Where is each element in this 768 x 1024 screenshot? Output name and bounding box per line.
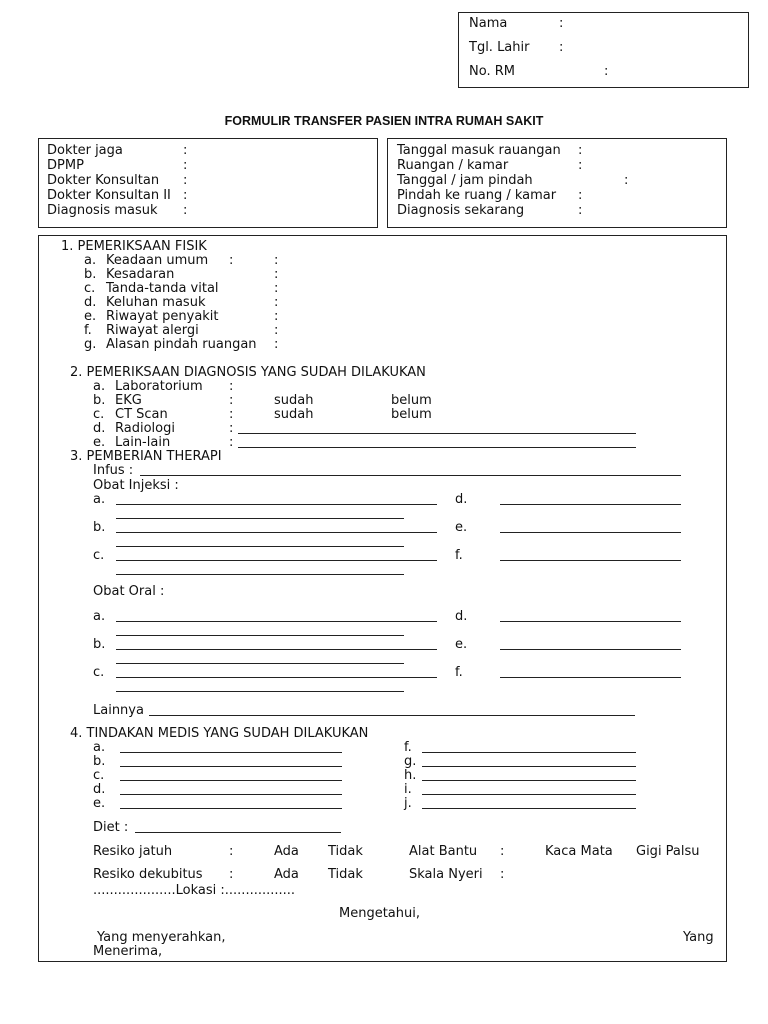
physical-exam-colon: : [274,337,279,352]
yang-label: Yang [683,930,714,945]
room-info-label: Diagnosis sekarang [397,203,525,218]
mengetahui-label: Mengetahui, [339,906,420,921]
action-right-line[interactable] [422,752,636,753]
diagnosis-label: Laboratorium [115,379,203,394]
action-right-line[interactable] [422,766,636,767]
injection-left-letter: a. [93,492,106,507]
room-info-colon: : [578,143,583,158]
nama-label: Nama [469,16,508,31]
oral-left-letter: b. [93,637,106,652]
physical-exam-label: Riwayat penyakit [106,309,219,324]
injection-right-line[interactable] [500,560,681,561]
room-info-label: Tanggal / jam pindah [397,173,533,188]
action-left-letter: c. [93,768,105,783]
diagnosis-label: EKG [115,393,142,408]
physical-exam-letter: f. [84,323,92,338]
oral-left-line[interactable] [116,649,437,650]
resiko-jatuh-ada[interactable]: Ada [274,844,299,859]
action-right-line[interactable] [422,808,636,809]
diagnosis-colon: : [229,393,234,408]
physical-exam-letter: a. [84,253,97,268]
diet-line[interactable] [135,832,341,833]
resiko-dekubitus-label: Resiko dekubitus [93,867,203,882]
room-info-label: Pindah ke ruang / kamar [397,188,557,203]
action-left-letter: d. [93,782,106,797]
diagnosis-colon: : [229,379,234,394]
doctor-info-colon: : [183,158,188,173]
diagnosis-label: Radiologi [115,421,175,436]
diagnosis-letter: b. [93,393,106,408]
physical-exam-label: Riwayat alergi [106,323,199,338]
physical-exam-colon: : [274,295,279,310]
physical-exam-colon: : [274,253,279,268]
physical-exam-colon: : [274,281,279,296]
lainnya-label: Lainnya [93,703,144,718]
physical-exam-label: Keadaan umum [106,253,209,268]
diagnosis-letter: a. [93,379,106,394]
doctor-info-label: Dokter Konsultan [47,173,160,188]
action-left-line[interactable] [120,808,342,809]
room-info-label: Ruangan / kamar [397,158,509,173]
tgl-lahir-colon: : [559,40,564,55]
lainnya-line[interactable] [149,715,635,716]
physical-exam-colon: : [274,323,279,338]
action-right-letter: j. [404,796,412,811]
oral-left-line[interactable] [116,621,437,622]
oral-right-letter: e. [455,637,468,652]
action-left-line[interactable] [120,780,342,781]
diagnosis-line[interactable] [238,447,636,448]
resiko-jatuh-tidak[interactable]: Tidak [328,844,363,859]
oral-right-letter: f. [455,665,463,680]
injection-right-line[interactable] [500,504,681,505]
diagnosis-sudah-option[interactable]: sudah [274,407,314,422]
doctor-info-colon: : [183,188,188,203]
oral-right-letter: d. [455,609,468,624]
alat-bantu-colon: : [500,844,505,859]
obat-oral-label: Obat Oral : [93,584,165,599]
oral-left-letter: a. [93,609,106,624]
injection-right-letter: f. [455,548,463,563]
physical-exam-label: Kesadaran [106,267,175,282]
doctor-info-colon: : [183,173,188,188]
action-right-letter: f. [404,740,412,755]
diagnosis-label: Lain-lain [115,435,171,450]
oral-left-subline[interactable] [116,635,404,636]
injection-left-line[interactable] [116,504,437,505]
diagnosis-belum-option[interactable]: belum [391,393,432,408]
action-right-letter: h. [404,768,417,783]
skala-nyeri-colon: : [500,867,505,882]
skala-nyeri-label: Skala Nyeri [409,867,483,882]
diagnosis-sudah-option[interactable]: sudah [274,393,314,408]
section2-heading: 2. PEMERIKSAAN DIAGNOSIS YANG SUDAH DILAKUKAN [70,365,426,380]
form-title: FORMULIR TRANSFER PASIEN INTRA RUMAH SAKIT [224,114,544,128]
diagnosis-letter: c. [93,407,105,422]
injection-left-subline[interactable] [116,546,404,547]
section4-heading: 4. TINDAKAN MEDIS YANG SUDAH DILAKUKAN [70,726,369,741]
obat-injeksi-label: Obat Injeksi : [93,478,179,493]
injection-left-line[interactable] [116,560,437,561]
physical-exam-letter: e. [84,309,97,324]
doctor-info-label: Diagnosis masuk [47,203,158,218]
oral-left-letter: c. [93,665,105,680]
diagnosis-letter: e. [93,435,106,450]
physical-exam-letter: c. [84,281,96,296]
resiko-jatuh-colon: : [229,844,234,859]
action-left-letter: b. [93,754,106,769]
action-left-line[interactable] [120,766,342,767]
action-right-letter: g. [404,754,417,769]
room-info-colon: : [624,173,629,188]
oral-right-line[interactable] [500,677,681,678]
physical-exam-letter: g. [84,337,97,352]
action-right-letter: i. [404,782,412,797]
oral-left-line[interactable] [116,677,437,678]
section3-heading: 3. PEMBERIAN THERAPI [70,449,222,464]
lokasi-field[interactable]: ....................Lokasi :................. [93,883,296,898]
kaca-mata-option[interactable]: Kaca Mata [545,844,613,859]
no-rm-label: No. RM [469,64,515,79]
oral-left-subline[interactable] [116,663,404,664]
doctor-info-colon: : [183,203,188,218]
diagnosis-colon: : [229,421,234,436]
physical-exam-label: Keluhan masuk [106,295,206,310]
action-left-line[interactable] [120,752,342,753]
action-left-line[interactable] [120,794,342,795]
physical-exam-extra: : [229,253,234,268]
tgl-lahir-label: Tgl. Lahir [469,40,530,55]
action-left-letter: a. [93,740,106,755]
injection-right-line[interactable] [500,532,681,533]
action-left-letter: e. [93,796,106,811]
physical-exam-letter: d. [84,295,97,310]
doctor-info-label: Dokter jaga [47,143,123,158]
doctor-info-label: DPMP [47,158,84,173]
infus-line[interactable] [140,475,681,476]
physical-exam-label: Tanda-tanda vital [106,281,219,296]
diagnosis-label: CT Scan [115,407,168,422]
action-right-line[interactable] [422,794,636,795]
alat-bantu-label: Alat Bantu [409,844,478,859]
injection-left-letter: c. [93,548,105,563]
yang-menyerahkan-label: Yang menyerahkan, [97,930,226,945]
diet-label: Diet : [93,820,129,835]
menerima-label: Menerima, [93,944,163,959]
doctor-info-colon: : [183,143,188,158]
injection-left-line[interactable] [116,532,437,533]
room-info-label: Tanggal masuk rauangan [397,143,561,158]
gigi-palsu-option[interactable]: Gigi Palsu [636,844,700,859]
doctor-info-label: Dokter Konsultan II [47,188,171,203]
injection-left-subline[interactable] [116,574,404,575]
physical-exam-colon: : [274,309,279,324]
physical-exam-letter: b. [84,267,97,282]
injection-left-letter: b. [93,520,106,535]
diagnosis-colon: : [229,407,234,422]
oral-left-subline[interactable] [116,691,404,692]
diagnosis-colon: : [229,435,234,450]
room-info-colon: : [578,188,583,203]
oral-right-line[interactable] [500,621,681,622]
section1-heading: 1. PEMERIKSAAN FISIK [61,239,207,254]
resiko-jatuh-label: Resiko jatuh [93,844,173,859]
diagnosis-line[interactable] [238,433,636,434]
physical-exam-label: Alasan pindah ruangan [106,337,257,352]
injection-right-letter: d. [455,492,468,507]
resiko-dekubitus-tidak[interactable]: Tidak [328,867,363,882]
nama-colon: : [559,16,564,31]
oral-right-line[interactable] [500,649,681,650]
resiko-dekubitus-ada[interactable]: Ada [274,867,299,882]
injection-right-letter: e. [455,520,468,535]
no-rm-colon: : [604,64,609,79]
diagnosis-belum-option[interactable]: belum [391,407,432,422]
room-info-colon: : [578,203,583,218]
action-right-line[interactable] [422,780,636,781]
physical-exam-colon: : [274,267,279,282]
resiko-dekubitus-colon: : [229,867,234,882]
diagnosis-letter: d. [93,421,106,436]
room-info-colon: : [578,158,583,173]
injection-left-subline[interactable] [116,518,404,519]
infus-label: Infus : [93,463,134,478]
